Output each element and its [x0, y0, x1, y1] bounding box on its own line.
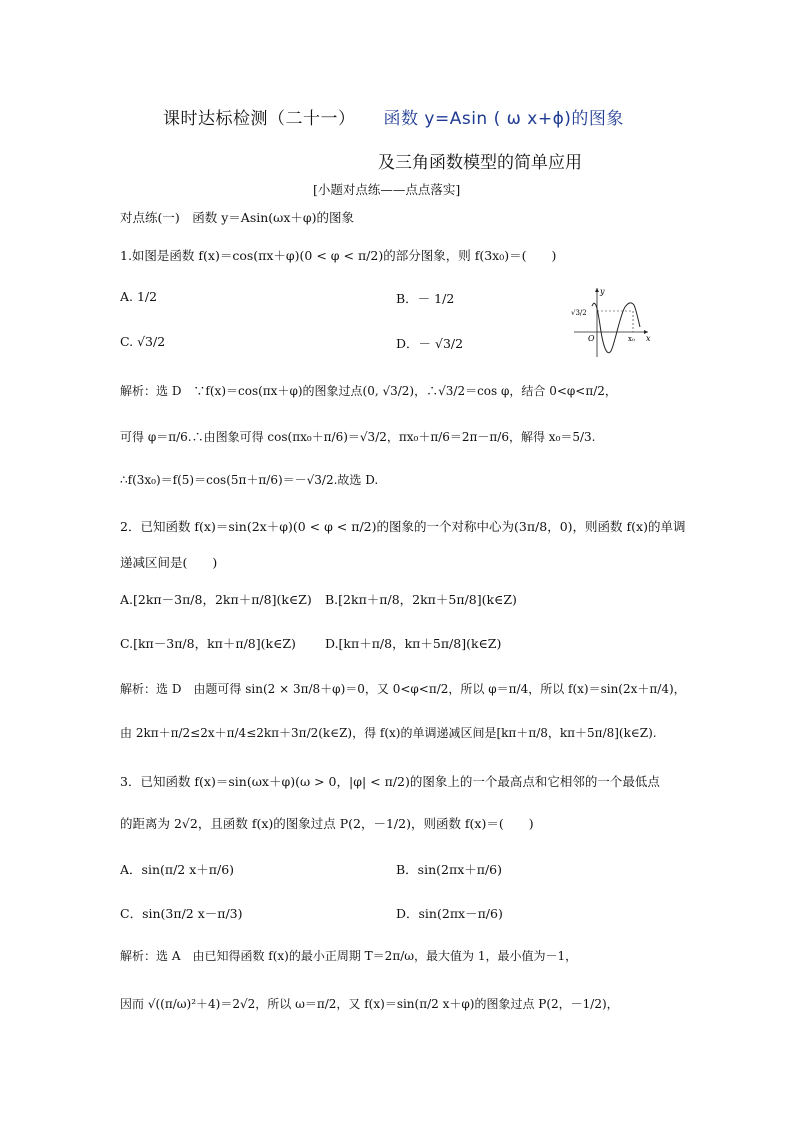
graph-x-tick: x₀ [628, 335, 635, 343]
q3-stem-line1: 3．已知函数 f(x)＝sin(ωx＋φ)(ω > 0，|φ| < π/2)的图象上的一个最高点和它相邻的一个最低点 [120, 774, 660, 789]
section-heading: 对点练(一) 函数 y＝Asin(ωx＋φ)的图象 [120, 210, 355, 225]
q1-option-a: A. 1/2 [120, 289, 158, 304]
graph-y-tick: √3/2 [571, 309, 587, 317]
section-tag: [小题对点练——点点落实] [313, 182, 461, 197]
q2-stem-line1: 2．已知函数 f(x)＝sin(2x＋φ)(0 < φ < π/2)的图象的一个对称中心为(3π/8，0)，则函数 f(x)的单调 [120, 519, 686, 534]
page-subtitle: 及三角函数模型的简单应用 [378, 153, 582, 173]
title-prefix: 课时达标检测（二十一） [163, 109, 356, 129]
q1-option-c: C. √3/2 [120, 334, 166, 349]
q3-option-b: B．sin(2πx＋π/6) [396, 862, 502, 877]
q2-solution-line1: 解析：选 D 由题可得 sin(2 × 3π/8＋φ)＝0，又 0<φ<π/2，所以 φ＝π/4，所以 f(x)＝sin(2x＋π/4)， [120, 682, 686, 696]
q1-solution-line1: 解析：选 D ∵f(x)＝cos(πx＋φ)的图象过点(0, √3/2)，∴√3/2＝cos φ，结合 0<φ<π/2， [120, 384, 617, 398]
q3-solution-line2: 因而 √((π/ω)²＋4)＝2√2，所以 ω＝π/2，又 f(x)＝sin(π/2 x＋φ)的图象过点 P(2，－1/2)， [120, 997, 619, 1011]
q1-stem: 1.如图是函数 f(x)＝cos(πx＋φ)(0 < φ < π/2)的部分图象，则 f(3x₀)＝( ) [120, 248, 557, 263]
page-title [163, 104, 624, 129]
q2-option-b: B.[2kπ＋π/8，2kπ＋5π/8](k∈Z) [325, 592, 517, 607]
q2-solution-line2: 由 2kπ＋π/2≤2x＋π/4≤2kπ＋3π/2(k∈Z)，得 f(x)的单调递减区间是[kπ＋π/8，kπ＋5π/8](k∈Z). [120, 726, 657, 740]
q2-option-a: A.[2kπ－3π/8，2kπ＋π/8](k∈Z) [120, 592, 312, 607]
cosine-graph [570, 285, 652, 359]
graph-origin: O [588, 334, 595, 343]
q3-option-d: D．sin(2πx－π/6) [396, 906, 503, 921]
q3-option-a: A．sin(π/2 x＋π/6) [120, 862, 235, 877]
q3-solution-line1: 解析：选 A 由已知得函数 f(x)的最小正周期 T＝2π/ω，最大值为 1，最小值为－1， [120, 949, 578, 963]
q2-option-d: D.[kπ＋π/8，kπ＋5π/8](k∈Z) [325, 636, 502, 651]
graph-x-label: x [646, 334, 651, 343]
q1-solution-line2: 可得 φ＝π/6.∴由图象可得 cos(πx₀＋π/6)＝√3/2，πx₀＋π/6＝2π－π/6，解得 x₀＝5/3. [120, 430, 596, 444]
q3-option-c: C．sin(3π/2 x－π/3) [120, 906, 243, 921]
title-function: 函数 y=Asin ( ω x+ϕ)的图象 [383, 109, 624, 129]
q1-option-b: B．－ 1/2 [396, 291, 455, 306]
q2-stem-line2: 递减区间是( ) [120, 555, 218, 570]
graph-y-label: y [600, 287, 605, 296]
q1-solution-line3: ∴f(3x₀)＝f(5)＝cos(5π＋π/6)＝－√3/2.故选 D. [120, 473, 379, 487]
q3-stem-line2: 的距离为 2√2，且函数 f(x)的图象过点 P(2，－1/2)，则函数 f(x)＝( ) [120, 816, 534, 831]
q2-option-c: C.[kπ－3π/8，kπ＋π/8](k∈Z) [120, 636, 296, 651]
q1-option-d: D．－ √3/2 [396, 336, 464, 351]
